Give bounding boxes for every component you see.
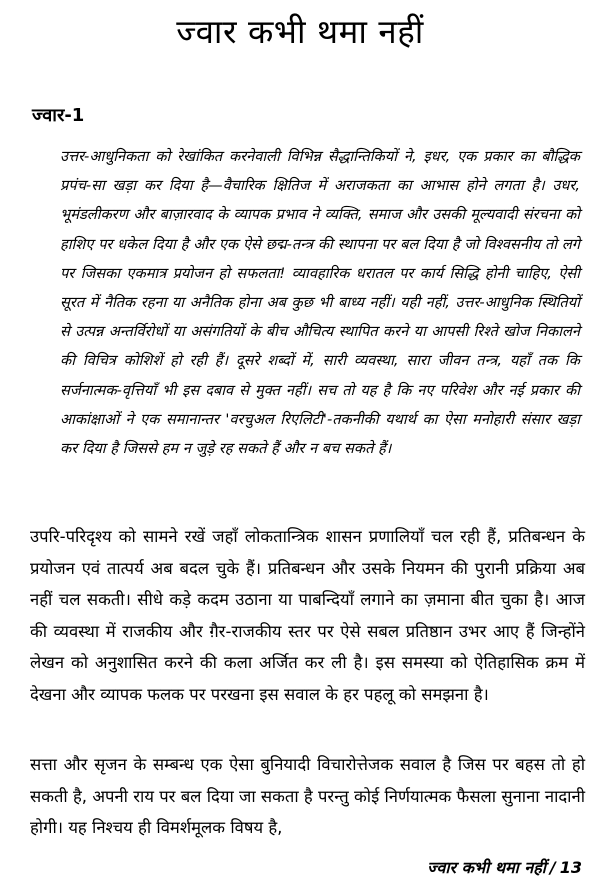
page-number: 13	[559, 858, 582, 877]
footer-separator: /	[549, 858, 556, 877]
section-heading: ज्वार-1	[32, 105, 85, 126]
page-footer	[427, 856, 582, 880]
body-paragraph-1: उपरि-परिदृश्य को सामने रखें जहाँ लोकतान्त्रिक शासन प्रणालियाँ चल रही हैं, प्रतिबन्धन के प्रयोजन एवं तात्पर्य अब बदल चुके हैं। प्रतिबन्धन और उसके नियमन की पुरानी प्रक्रिया अब नहीं चल सकती। सीधे कड़े कदम उठाना या पाबन्दियाँ लगाने का ज़माना बीत चुका है। आज की व्यवस्था में राजकीय और ग़ैर-राजकीय स्तर पर ऐसे सबल प्रतिष्ठान उभर आए हैं जिन्होंने लेखन को अनुशासित करने की कला अर्जित कर ली है। इस समस्या को ऐतिहासिक क्रम में देखना और व्यापक फलक पर परखना इस सवाल के हर पहलू को समझना है।	[30, 527, 585, 704]
page-title: ज्वार कभी थमा नहीं	[176, 12, 424, 51]
running-title: ज्वार कभी थमा नहीं	[427, 858, 546, 877]
block-quote: उत्तर-आधुनिकता को रेखांकित करनेवाली विभिन्न सैद्धान्तिकियों ने, इधर, एक प्रकार का बौद्धिक प्रपंच-सा खड़ा कर दिया है—वैचारिक क्षितिज में अराजकता का आभास होने लगता है। उधर, भूमंडलीकरण और बाज़ारवाद के व्यापक प्रभाव ने व्यक्ति, समाज और उसकी मूल्यवादी संरचना को हाशिए पर धकेल दिया है और एक ऐसे छद्म-तन्त्र की स्थापना पर बल दिया है जो विश्वसनीय तो लगे पर जिसका एकमात्र प्रयोजन हो सफलता! व्यावहारिक धरातल पर कार्य सिद्धि होनी चाहिए, ऐसी सूरत में नैतिक रहना या अनैतिक होना अब कुछ भी बाध्य नहीं। यही नहीं, उत्तर-आधुनिक स्थितियों से उत्पन्न अन्तर्विरोधों या असंगतियों के बीच औचित्य स्थापित करने या आपसी रिश्ते खोज निकालने की विचित्र कोशिशें हो रही हैं। दूसरे शब्दों में, सारी व्यवस्था, सारा जीवन तन्त्र, यहाँ तक कि सर्जनात्मक-वृत्तियाँ भी इस दबाव से मुक्त नहीं। सच तो यह है कि नए परिवेश और नई प्रकार की आकांक्षाओं ने एक समानान्तर 'वरचुअल रिएलिटी'-तकनीकी यथार्थ का ऐसा मनोहारी संसार खड़ा कर दिया है जिससे हम न जुड़े रह सकते हैं और न बच सकते हैं।	[60, 148, 580, 458]
body-paragraph-2: सत्ता और सृजन के सम्बन्ध एक ऐसा बुनियादी विचारोत्तेजक सवाल है जिस पर बहस तो हो सकती है, अपनी राय पर बल दिया जा सकता है परन्तु कोई निर्णयात्मक फैसला सुनाना नादानी होगी। यह निश्चय ही विमर्शमूलक विषय है,	[30, 755, 585, 838]
